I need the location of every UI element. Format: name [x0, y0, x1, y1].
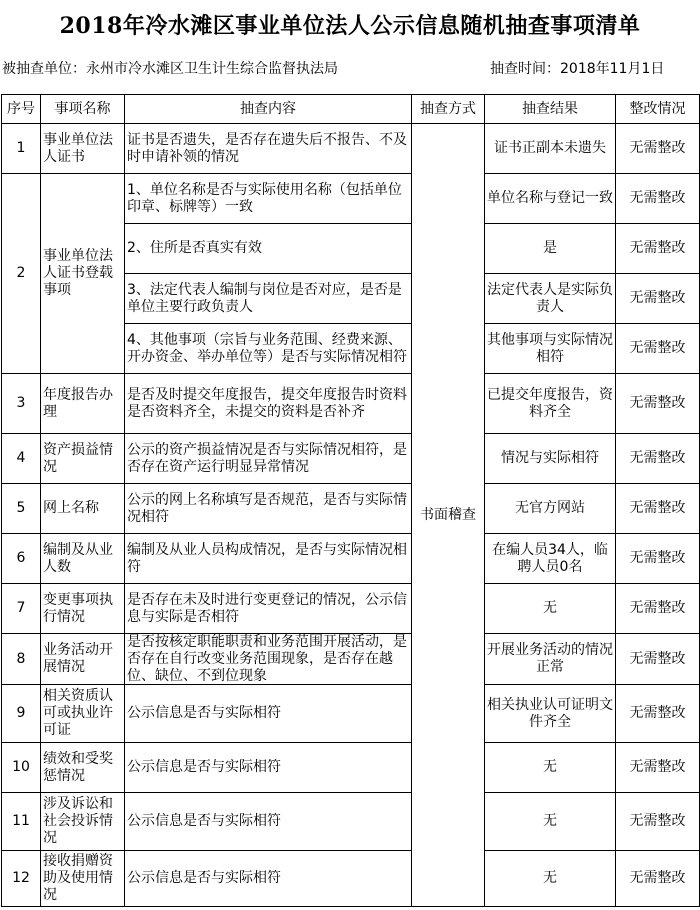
row-content-text: 是否按核定职能职责和业务范围开展活动，是否存在自行改变业务范围现象，是否存在越位、缺位、不到位现象 — [127, 634, 407, 684]
row-content: 4、其他事项（宗旨与业务范围、经费来源、开办资金、举办单位等）是否与实际情况相符 — [125, 324, 412, 374]
row-content: 公示信息是否与实际相符 — [125, 685, 412, 743]
row-content: 2、住所是否真实有效 — [125, 224, 412, 274]
inspection-date-line — [490, 58, 664, 78]
row-result: 无官方网站 — [485, 484, 616, 534]
row-result: 开展业务活动的情况正常 — [485, 634, 616, 685]
table-row — [2, 124, 700, 174]
row-content: 公示信息是否与实际相符 — [125, 743, 412, 793]
row-rectify: 无需整改 — [616, 174, 700, 224]
table-row — [2, 434, 700, 484]
row-result: 是 — [485, 224, 616, 274]
row-rectify: 无需整改 — [616, 851, 700, 907]
row-rectify: 无需整改 — [616, 534, 700, 584]
table-row — [2, 374, 700, 434]
row-result: 法定代表人是实际负责人 — [485, 274, 616, 324]
row-item: 事业单位法人证书登载事项 — [41, 174, 125, 374]
row-no: 12 — [2, 851, 41, 907]
row-rectify: 无需整改 — [616, 434, 700, 484]
row-no: 1 — [2, 124, 41, 174]
row-item: 接收捐赠资助及使用情况 — [41, 851, 125, 907]
row-no: 10 — [2, 743, 41, 793]
row-content: 公示信息是否与实际相符 — [125, 851, 412, 907]
header-result: 抽查结果 — [485, 95, 616, 124]
row-result: 无 — [485, 743, 616, 793]
row-content: 证书是否遗失，是否存在遗失后不报告、不及时申请补领的情况 — [125, 124, 412, 174]
row-item: 网上名称 — [41, 484, 125, 534]
inspected-unit-label: 被抽查单位： — [2, 61, 86, 77]
row-no: 4 — [2, 434, 41, 484]
header-content: 抽查内容 — [125, 95, 412, 124]
row-result: 单位名称与登记一致 — [485, 174, 616, 224]
row-result: 情况与实际相符 — [485, 434, 616, 484]
row-result: 无 — [485, 793, 616, 851]
row-item: 事业单位法人证书 — [41, 124, 125, 174]
row-rectify: 无需整改 — [616, 324, 700, 374]
row-no: 9 — [2, 685, 41, 743]
inspected-unit: 永州市冷水滩区卫生计生综合监督执法局 — [86, 61, 338, 77]
row-no: 6 — [2, 534, 41, 584]
row-rectify: 无需整改 — [616, 793, 700, 851]
row-content: 编制及从业人员构成情况，是否与实际情况相符 — [125, 534, 412, 584]
table-row — [2, 534, 700, 584]
inspection-table — [1, 94, 700, 907]
row-content: 公示的资产损益情况是否与实际情况相符，是否存在资产运行明显异常情况 — [125, 434, 412, 484]
row-rectify: 无需整改 — [616, 634, 700, 685]
row-result: 已提交年度报告，资料齐全 — [485, 374, 616, 434]
row-content: 是否存在未及时进行变更登记的情况，公示信息与实际是否相符 — [125, 584, 412, 634]
inspection-date: 2018年11月1日 — [560, 61, 665, 77]
date-label: 抽查时间： — [490, 61, 560, 77]
row-no: 8 — [2, 634, 41, 685]
row-result: 其他事项与实际情况相符 — [485, 324, 616, 374]
table-row — [2, 484, 700, 534]
row-item: 年度报告办理 — [41, 374, 125, 434]
row-content: 公示的网上名称填写是否规范，是否与实际情况相符 — [125, 484, 412, 534]
row-content: 是否及时提交年度报告，提交年度报告时资料是否资料齐全，未提交的资料是否补齐 — [125, 374, 412, 434]
row-item: 编制及从业人数 — [41, 534, 125, 584]
inspected-unit-line — [2, 58, 338, 78]
row-result: 在编人员34人，临聘人员0名 — [485, 534, 616, 584]
row-rectify: 无需整改 — [616, 685, 700, 743]
header-method: 抽查方式 — [412, 95, 485, 124]
header-item: 事项名称 — [41, 95, 125, 124]
row-item: 涉及诉讼和社会投诉情况 — [41, 793, 125, 851]
row-no: 7 — [2, 584, 41, 634]
row-rectify: 无需整改 — [616, 484, 700, 534]
row-rectify: 无需整改 — [616, 124, 700, 174]
row-item: 变更事项执行情况 — [41, 584, 125, 634]
table-row — [2, 584, 700, 634]
table-row — [2, 743, 700, 793]
header-no: 序号 — [2, 95, 41, 124]
row-content: 3、法定代表人编制与岗位是否对应，是否是单位主要行政负责人 — [125, 274, 412, 324]
row-no: 5 — [2, 484, 41, 534]
table-row — [2, 174, 700, 224]
row-rectify: 无需整改 — [616, 224, 700, 274]
row-item: 绩效和受奖惩情况 — [41, 743, 125, 793]
row-content — [125, 634, 412, 685]
row-result: 证书正副本未遗失 — [485, 124, 616, 174]
row-item: 相关资质认可或执业许可证 — [41, 685, 125, 743]
page-title: 2018年冷水滩区事业单位法人公示信息随机抽查事项清单 — [59, 12, 641, 39]
header-rectify: 整改情况 — [616, 95, 700, 124]
row-rectify: 无需整改 — [616, 743, 700, 793]
row-no: 2 — [2, 174, 41, 374]
row-content: 1、单位名称是否与实际使用名称（包括单位印章、标牌等）一致 — [125, 174, 412, 224]
row-item: 资产损益情况 — [41, 434, 125, 484]
table-row — [2, 685, 700, 743]
row-result: 相关执业认可证明文件齐全 — [485, 685, 616, 743]
row-result: 无 — [485, 584, 616, 634]
row-content: 公示信息是否与实际相符 — [125, 793, 412, 851]
row-result: 无 — [485, 851, 616, 907]
table-row — [2, 634, 700, 685]
table-header-row — [2, 95, 700, 124]
row-rectify: 无需整改 — [616, 374, 700, 434]
row-no: 11 — [2, 793, 41, 851]
row-rectify: 无需整改 — [616, 274, 700, 324]
inspection-method: 书面稽查 — [412, 124, 485, 907]
row-no: 3 — [2, 374, 41, 434]
table-row — [2, 793, 700, 851]
row-rectify: 无需整改 — [616, 584, 700, 634]
table-row — [2, 851, 700, 907]
row-item: 业务活动开展情况 — [41, 634, 125, 685]
